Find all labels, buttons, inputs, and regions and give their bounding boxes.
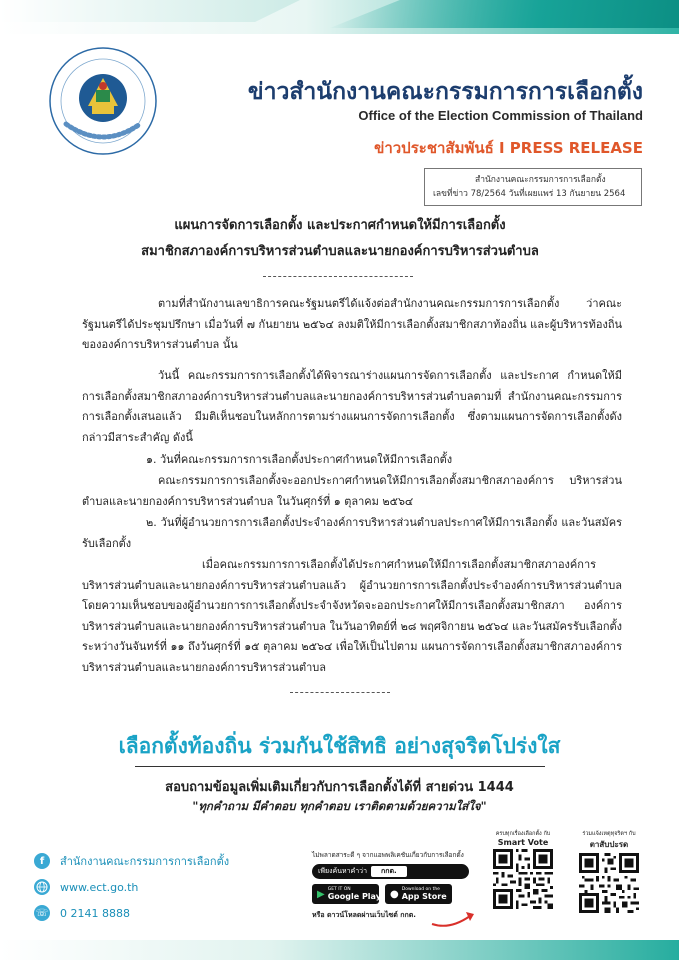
- globe-icon: [34, 879, 50, 895]
- org-title-english: Office of the Election Commission of Thailand: [358, 108, 643, 123]
- bottom-decorative-band: [0, 940, 679, 960]
- body-item-1-heading: [82, 450, 622, 471]
- paragraph-text: ตามที่สำนักงานเลขาธิการคณะรัฐมนตรีได้แจ้งต่อสำนักงานคณะกรรมการการเลือกตั้ง ว่าคณะรัฐมนตรีได้ประชุมปรึกษา เมื่อวันที่ ๗ กันยายน ๒๕๖๔ ลงมติให้มีการเลือกตั้งสมาชิกสภาท้องถิ่น และผู้บริหารท้องถิ่นขององค์การบริหารส่วนตำบล นั้น: [82, 297, 622, 352]
- document-title-line-2: สมาชิกสภาองค์การบริหารส่วนตำบลและนายกองค์การบริหารส่วนตำบล: [141, 244, 539, 259]
- download-caption: หรือ ดาวน์โหลดผ่านเว็บไซต์ กกต.: [312, 911, 416, 919]
- paragraph-text: คณะกรรมการการเลือกตั้งจะออกประกาศกำหนดให้มีการเลือกตั้งสมาชิกสภาองค์การ บริหารส่วนตำบลและนายกองค์การบริหารส่วนตำบล ในวันศุกร์ที่ ๑ ตุลาคม ๒๕๖๔: [82, 474, 622, 508]
- qr-smart-vote[interactable]: [492, 830, 554, 909]
- document-title-line-1: แผนการจัดการเลือกตั้ง และประกาศกำหนดให้มีการเลือกตั้ง: [174, 218, 506, 233]
- qr-code-icon: [579, 853, 639, 913]
- app-search-pill: [312, 864, 469, 879]
- app-caption: ไม่พลาดสาระดี ๆ จากแอพพลิเคชันเกี่ยวกับการเลือกตั้ง: [312, 851, 464, 859]
- contact-website[interactable]: [34, 878, 138, 896]
- contact-facebook-text: สำนักงานคณะกรรมการการเลือกตั้ง: [60, 855, 230, 868]
- slogan-underline: [135, 766, 545, 767]
- body-item-2-text: [82, 555, 622, 679]
- qr-tasapparod[interactable]: [578, 830, 640, 913]
- google-play-badge[interactable]: [312, 884, 379, 904]
- top-decorative-band-light: [0, 0, 300, 22]
- app-search-value: กกต.: [371, 866, 407, 877]
- app-store-badge[interactable]: [385, 884, 452, 904]
- play-icon: ▶: [317, 888, 325, 900]
- phone-icon: ☏: [34, 905, 50, 921]
- body-paragraph-2: [82, 366, 622, 448]
- body-item-2-heading: [82, 513, 622, 554]
- qr-code-icon: [493, 849, 553, 909]
- body-paragraph-1: [82, 294, 622, 356]
- qr-smart-vote-name: Smart Vote: [497, 838, 549, 847]
- contact-website-text: www.ect.go.th: [60, 880, 139, 894]
- store-badges: [312, 884, 477, 904]
- motto-text: "ทุกคำถาม มีคำตอบ ทุกคำตอบ เราติดตามด้วยความใส่ใจ": [192, 799, 487, 813]
- qr-tasapparod-name: ตาสับปะรด: [589, 840, 629, 849]
- paragraph-text: ๒. วันที่ผู้อำนวยการการเลือกตั้งประจำองค์การบริหารส่วนตำบลประกาศให้มีการเลือกตั้ง และวันสมัครรับเลือกตั้ง: [82, 516, 622, 550]
- contact-facebook[interactable]: [34, 852, 229, 870]
- body-item-1-text: [82, 471, 622, 512]
- contact-phone[interactable]: [34, 904, 130, 922]
- qr-smart-vote-caption: ครบทุกเรื่องเลือกตั้ง กับ: [495, 831, 551, 837]
- paragraph-text: วันนี้ คณะกรรมการการเลือกตั้งได้พิจารณาร่างแผนการจัดการเลือกตั้ง และประกาศ กำหนดให้มีการเลือกตั้งสมาชิกสภาองค์การบริหารส่วนตำบลและนายกองค์การบริหารส่วนตำบลตามที่ สำนักงานคณะกรรมการการเลือกตั้งเสนอแล้ว มีมติเห็นชอบในหลักการตามร่างแผนการจัดการเลือกตั้ง ซึ่งตามแผนการจัดการเลือกตั้งดังกล่าวมีสาระสำคัญ ดังนี้: [82, 369, 622, 444]
- paragraph-text: ๑. วันที่คณะกรรมการการเลือกตั้งประกาศกำหนดให้มีการเลือกตั้ง: [146, 453, 453, 466]
- apple-icon: ●: [390, 888, 399, 900]
- reference-news-number: เลขที่ข่าว 78/2564 วันที่เผยแพร่ 13 กันยายน 2564: [433, 189, 626, 199]
- hotline-text: สอบถามข้อมูลเพิ่มเติมเกี่ยวกับการเลือกตั้งได้ที่ สายด่วน 1444: [165, 780, 514, 795]
- ect-emblem-icon: [48, 46, 158, 156]
- google-play-small: GET IT ON: [327, 887, 351, 892]
- facebook-icon: f: [34, 853, 50, 869]
- app-search-label: เพียงค้นหาคำว่า: [318, 867, 368, 875]
- press-release-label: ข่าวประชาสัมพันธ์ I PRESS RELEASE: [374, 139, 643, 157]
- contact-phone-text: 0 2141 8888: [60, 906, 130, 920]
- app-store-text: App Store: [401, 892, 447, 901]
- title-divider: [263, 276, 413, 277]
- paragraph-text: เมื่อคณะกรรมการการเลือกตั้งได้ประกาศกำหนดให้มีการเลือกตั้งสมาชิกสภาองค์การ บริหารส่วนตำบลและนายกองค์การบริหารส่วนตำบลแล้ว ผู้อำนวยการการเลือกตั้งประจำองค์การบริหารส่วนตำบล โดยความเห็นชอบของผู้อำนวยการการเลือกตั้งประจำจังหวัดจะออกประกาศให้มีการเลือกตั้งสมาชิกสภา องค์การบริหารส่วนตำบลและนายกองค์การบริหารส่วนตำบล ในวันอาทิตย์ที่ ๒๘ พฤศจิกายน ๒๕๖๔ และวันสมัครรับเลือกตั้งระหว่างวันจันทร์ที่ ๑๑ ถึงวันศุกร์ที่ ๑๕ ตุลาคม ๒๕๖๔ เพื่อให้เป็นไปตาม แผนการจัดการเลือกตั้งสมาชิกสภาองค์การบริหารส่วนตำบลและนายกองค์การบริหารส่วนตำบล: [82, 558, 622, 674]
- body-divider: [290, 692, 390, 693]
- app-store-small: Download on the: [401, 887, 440, 892]
- campaign-slogan: เลือกตั้งท้องถิ่น ร่วมกันใช้สิทธิ อย่างสุจริตโปร่งใส: [118, 734, 561, 758]
- org-title-thai: ข่าวสำนักงานคณะกรรมการการเลือกตั้ง: [247, 79, 643, 105]
- red-arrow-icon: [430, 908, 480, 930]
- google-play-text: Google Play: [327, 892, 381, 901]
- reference-office: สำนักงานคณะกรรมการการเลือกตั้ง: [475, 175, 606, 185]
- qr-tasapparod-caption: ร่วมแจ้งเหตุทุจริตฯ กับ: [582, 831, 636, 837]
- reference-box: [424, 168, 642, 206]
